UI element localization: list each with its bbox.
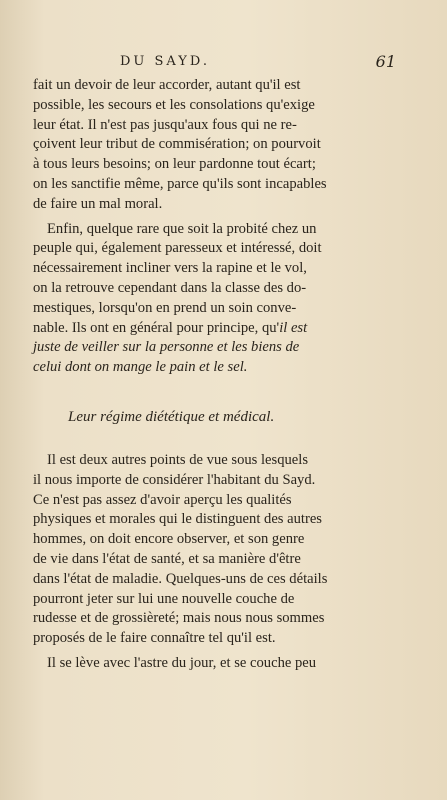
text-line: hommes, on doit encore observer, et son genre: [33, 531, 305, 548]
text-line-italic: [33, 338, 407, 358]
text-line: physiques et morales qui le distinguent des autres: [33, 511, 322, 528]
text-line: Il se lève avec l'astre du jour, et se couche peu: [47, 654, 317, 671]
text-line: Il est deux autres points de vue sous lesquels: [47, 452, 309, 468]
text-line: possible, les secours et les consolations qu'exige: [33, 96, 315, 113]
text-line: Enfin, quelque rare que soit la probité chez un: [47, 220, 317, 237]
text-line: peuple qui, également paresseux et intéressé, doit: [33, 240, 322, 257]
section-heading: Leur régime diététique et médical.: [68, 409, 275, 425]
text-line: leur état. Il n'est pas jusqu'aux fous qui ne re-: [33, 116, 297, 133]
text-line: pourront jeter sur lui une nouvelle couche de: [33, 590, 295, 607]
page-number: 61: [375, 52, 396, 71]
text-line: proposés de le faire connaître tel qu'il est.: [33, 630, 276, 647]
italic-segment: il est: [279, 319, 308, 336]
text-line-mixed: [33, 319, 407, 339]
text-line: mestiques, lorsqu'on en prend un soin conve-: [33, 299, 297, 316]
running-head: DU SAYD.: [120, 54, 210, 69]
italic-segment: juste de veiller sur la personne et les biens de: [33, 339, 300, 356]
text-line: rudesse et de grossièreté; mais nous nous sommes: [33, 610, 325, 627]
text-segment: nable. Ils ont en général pour principe, qu': [33, 319, 280, 336]
text-line: on les sanctifie même, parce qu'ils sont incapables: [33, 175, 327, 192]
text-line: dans l'état de maladie. Quelques-uns de ces détails: [33, 570, 328, 587]
text-line: on la retrouve cependant dans la classe des do-: [33, 279, 307, 296]
text-line: il nous importe de considérer l'habitant du Sayd.: [33, 471, 316, 488]
text-line: Ce n'est pas assez d'avoir aperçu les qualités: [33, 491, 292, 508]
text-line: de faire un mal moral.: [33, 195, 163, 212]
text-line: à tous leurs besoins; on leur pardonne tout écart;: [33, 156, 316, 173]
text-line: çoivent leur tribut de commisération; on pourvoit: [33, 136, 321, 153]
page-header: [0, 54, 447, 74]
section-1-text: [33, 76, 407, 378]
text-line: nécessairement incliner vers la rapine et le vol,: [33, 260, 307, 277]
text-line-italic: [33, 358, 407, 378]
text-line: de vie dans l'état de santé, et sa manière d'être: [33, 550, 301, 567]
text-line: fait un devoir de leur accorder, autant qu'il est: [33, 77, 301, 93]
italic-segment: celui dont on mange le pain et le sel.: [33, 359, 248, 376]
section-2-text: [33, 451, 407, 674]
